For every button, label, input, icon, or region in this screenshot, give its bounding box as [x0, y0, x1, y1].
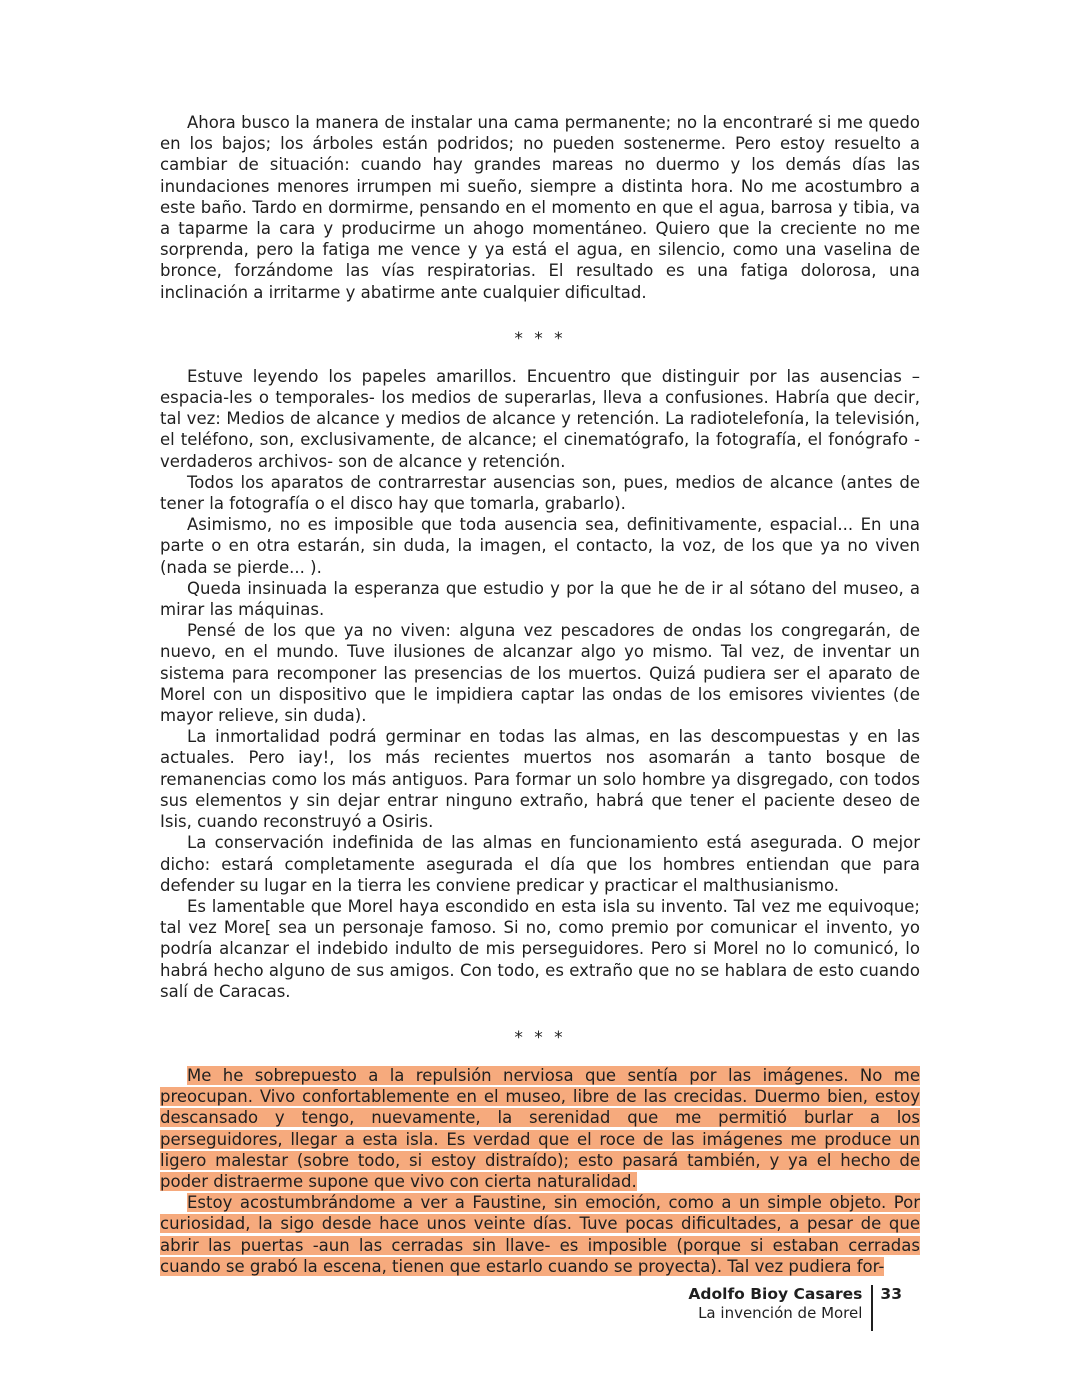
highlighted-paragraph: [160, 1065, 920, 1192]
paragraph: Pensé de los que ya no viven: alguna vez pescadores de ondas los congregarán, de nuevo, en el mundo. Tuve ilusiones de alcanzar algo yo mismo. Tal vez, de inventar un sistema para recomponer las presencias de los muertos. Quizá pudiera ser el aparato de Morel con un dispositivo que le impidiera captar las ondas de los emisores vivientes (de mayor relieve, sin duda).: [160, 621, 920, 726]
paragraph: Ahora busco la manera de instalar una cama permanente; no la encontraré si me quedo en los bajos; los árboles están podridos; no pueden sostenerme. Pero estoy resuelto a cambiar de situación: cuando hay grandes mareas no duermo y los demás días las inundaciones menores irrumpen mi sueño, siempre a distinta hora. No me acostumbro a este baño. Tardo en dormirme, pensando en el momento en que el agua, barrosa y tibia, va a taparme la cara y producirme un ahogo momentáneo. Quiero que la creciente no me sorprenda, pero la fatiga me vence y ya está el agua, en silencio, como una vaselina de bronce, forzándome las vías respiratorias. El resultado es una fatiga dolorosa, una inclinación a irritarme y abatirme ante cualquier dificultad.: [160, 113, 920, 302]
paragraph: Queda insinuada la esperanza que estudio y por la que he de ir al sótano del museo, a mirar las máquinas.: [160, 578, 920, 620]
footer-text-block: [688, 1285, 862, 1323]
book-page: [160, 112, 920, 1277]
paragraph: La inmortalidad podrá germinar en todas las almas, en las descompuestas y en las actuales. Pero iay!, los más recientes muertos nos asomarán a tanto bosque de remanencias como los más antiguos. Para formar un solo hombre ya disgregado, con todos sus elementos y sin dejar entrar ninguno extraño, habrá que tener el paciente deseo de Isis, cuando reconstruyó a Osiris.: [160, 727, 920, 832]
paragraph: Asimismo, no es imposible que toda ausencia sea, definitivamente, espacial... En una parte o en otra estarán, sin duda, la imagen, el contacto, la voz, de los que ya no viven (nada se pierde... ).: [160, 515, 920, 577]
section-separator: * * *: [514, 328, 566, 349]
paragraph: La conservación indefinida de las almas en funcionamiento está asegurada. O mejor dicho: estará completamente asegurada el día que los hombres entiendan que para defender su lugar en la tierra les conviene predicar y practicar el malthusianismo.: [160, 833, 920, 895]
footer-author: Adolfo Bioy Casares: [688, 1285, 863, 1303]
highlighted-paragraph: [160, 1192, 920, 1277]
paragraph: Estuve leyendo los papeles amarillos. Encuentro que distinguir por las ausencias – espacia-les o temporales- los medios de superarlas, lleva a confusiones. Habría que decir, tal vez: Medios de alcance y medios de alcance y retención. La radiotelefonía, la televisión, el teléfono, son, exclusivamente, de alcance; el cinematógrafo, la fotografía, el fonógrafo -verdaderos archivos- son de alcance y retención.: [160, 366, 920, 471]
highlighted-text: Me he sobrepuesto a la repulsión nerviosa que sentía por las imágenes. No me preocupan. Vivo confortablemente en el museo, libre de las crecidas. Duermo bien, estoy descansado y tengo, nuevamente, la serenidad que me permitió burlar a los perseguidores, llegar a esta isla. Es verdad que el roce de las imágenes me produce un ligero malestar (sobre todo, si estoy distraído); esto pasará también, y ya el hecho de poder distraerme supone que vivo con cierta naturalidad.: [160, 1065, 920, 1191]
highlighted-text: Estoy acostumbrándome a ver a Faustine, sin emoción, como a un simple objeto. Por curiosidad, la sigo desde hace unos veinte días. Tuve pocas dificultades, a pesar de que abrir las puertas -aun las cerradas sin llave- es imposible (porque si estaban cerradas cuando se grabó la escena, tienen que estarlo cuando se proyecta). Tal vez pudiera for-: [160, 1193, 920, 1276]
footer-book-title: La invención de Morel: [698, 1304, 863, 1322]
section-separator: * * *: [514, 1027, 566, 1048]
footer-divider: [871, 1285, 873, 1331]
page-footer: [688, 1285, 902, 1331]
paragraph: Es lamentable que Morel haya escondido en esta isla su invento. Tal vez me equivoque; tal vez More[ sea un personaje famoso. Si no, como premio por comunicar el invento, yo podría alcanzar el indebido indulto de mis perseguidores. Pero si Morel no lo comunicó, lo habrá hecho alguno de sus amigos. Con todo, es extraño que no se hablara de esto cuando salí de Caracas.: [160, 896, 920, 1001]
paragraph: Todos los aparatos de contrarrestar ausencias son, pues, medios de alcance (antes de tener la fotografía o el disco hay que tomarla, grabarlo).: [160, 472, 920, 514]
footer-page-number: 33: [880, 1285, 902, 1303]
